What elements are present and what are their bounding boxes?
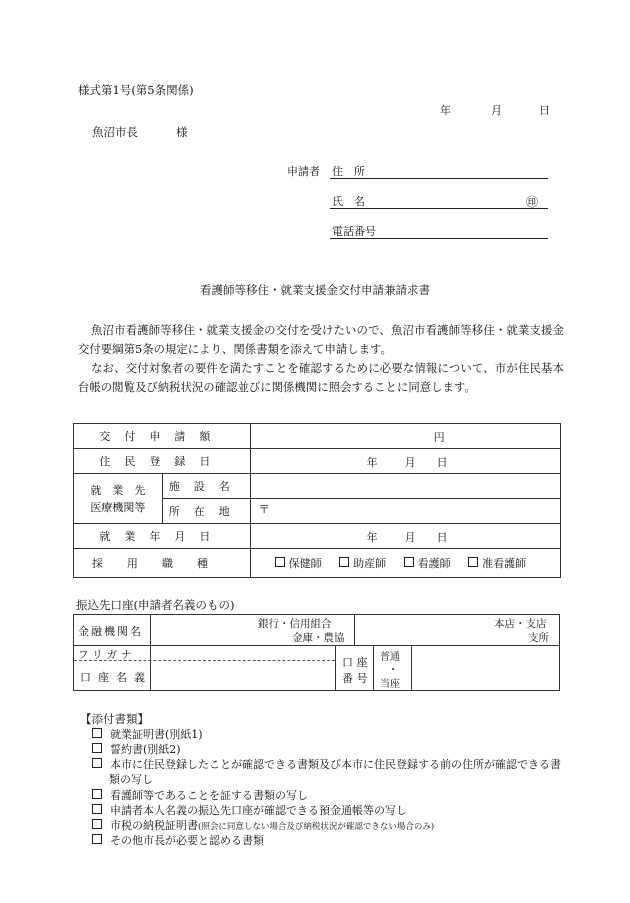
branch-type-2: 支所 [528,632,549,644]
workplace-label-line2: 医療機関等 [90,500,146,514]
employment-date-label: 就業年月日 [74,524,251,549]
occupation-options [250,549,560,578]
employment-date-field[interactable] [250,524,560,549]
furigana-label: フリガナ [78,649,136,661]
occupation-option-nurse[interactable]: 看護師 [404,557,451,570]
attachment-item: 就業証明書(別紙1) [92,727,203,742]
location-label: 所在地 [162,499,250,524]
account-name-field[interactable] [151,661,335,690]
account-number-label-1: 口 座 [342,656,368,669]
institution-label: 金融機関名 [78,625,143,638]
account-type-checking[interactable]: 当座 [380,679,400,690]
phone-field[interactable] [330,238,548,239]
workplace-label-line1: 就 業 先 [90,483,146,497]
location-field[interactable] [250,499,560,524]
furigana-field[interactable] [151,646,335,660]
account-type-separator: ・ [388,665,398,676]
occupation-label: 採用職種 [74,549,251,578]
checkbox-icon [92,789,102,799]
amount-label: 交付申請額 [74,424,251,449]
residence-date-label: 住民登録日 [74,449,251,474]
name-label: 氏 名 [332,195,365,208]
occupation-option-midwife[interactable]: 助産師 [339,557,386,570]
checkbox-icon [404,557,414,567]
attachment-item: 申請者本人名義の振込先口座が確認できる預金通帳等の写し [92,803,407,818]
checkbox-icon [92,728,102,738]
employment-month: 月 [404,531,416,544]
checkbox-icon [92,834,102,844]
body-paragraph-1: 魚沼市看護師等移住・就業支援金の交付を受けたいので、魚沼市看護師等移住・就業支援金交付要綱第5条の規定により、関係書類を添えて申請します。 [78,323,564,356]
body-paragraph-2: なお、交付対象者の要件を満たすことを確認するために必要な情報について、市が住民基本台帳の閲覧及び納税状況の確認並びに関係機関に照会することに同意します。 [78,361,564,394]
checkbox-icon [275,557,285,567]
checkbox-icon [468,557,478,567]
bank-heading: 振込先口座(申請者名義のもの) [76,598,235,612]
name-field[interactable] [330,208,548,209]
form-number: 様式第1号(第5条関係) [78,83,194,97]
address-field[interactable] [330,178,548,179]
occupation-option-public-health-nurse[interactable]: 保健師 [275,557,322,570]
account-number-label-2: 番 号 [342,672,368,685]
date-month: 月 [491,104,502,117]
residence-month: 月 [404,456,416,469]
checkbox-icon [92,743,102,753]
bank-type-1: 銀行・信用組合 [258,618,332,630]
attachment-item: 本市に住民登録したことが確認できる書類及び本市に住民登録する前の住所が確認できる書類の写し [92,757,569,787]
attachment-item: その他市長が必要と認める書類 [92,833,264,848]
application-table [73,423,561,578]
residence-date-field[interactable] [250,449,560,474]
addressee-name: 魚沼市長 [92,125,138,139]
attachment-item: 市税の納税証明書(照会に同意しない場合及び納税状況が確認できない場合のみ) [92,818,434,835]
checkbox-icon [339,557,349,567]
attachment-note: (照会に同意しない場合及び納税状況が確認できない場合のみ) [198,822,435,832]
checkbox-icon [92,819,102,829]
account-name-label: 口座名義 [80,671,152,684]
amount-unit: 円 [433,431,445,444]
facility-label: 施設名 [162,474,250,499]
amount-field[interactable] [250,424,560,449]
employment-year: 年 [366,531,378,544]
checkbox-icon [92,758,102,768]
attachment-item: 誓約書(別紙2) [92,742,181,757]
postal-mark: 〒 [258,503,270,516]
applicant-label: 申請者 [287,165,320,178]
residence-day: 日 [436,456,448,469]
employment-day: 日 [436,531,448,544]
attachment-item: 看護師等であることを証する書類の写し [92,788,308,803]
occupation-option-assistant-nurse[interactable]: 准看護師 [468,557,526,570]
seal-mark: ㊞ [526,195,539,209]
phone-label: 電話番号 [332,225,376,238]
account-number-field[interactable] [412,646,559,690]
attachments-heading: 【添付書類】 [80,712,149,726]
branch-type-1: 本店・支店 [494,618,547,630]
bank-table [73,614,560,691]
account-type-ordinary[interactable]: 普通 [380,652,400,663]
date-day: 日 [539,104,550,117]
addressee-honorific: 様 [176,125,188,139]
residence-year: 年 [366,456,378,469]
address-label: 住 所 [332,165,365,178]
workplace-label [74,474,163,524]
document-title: 看護師等移住・就業支援金交付申請兼請求書 [200,283,430,297]
checkbox-icon [92,804,102,814]
bank-type-2: 金庫・農協 [292,632,345,644]
facility-field[interactable] [250,474,560,499]
date-year: 年 [440,104,451,117]
